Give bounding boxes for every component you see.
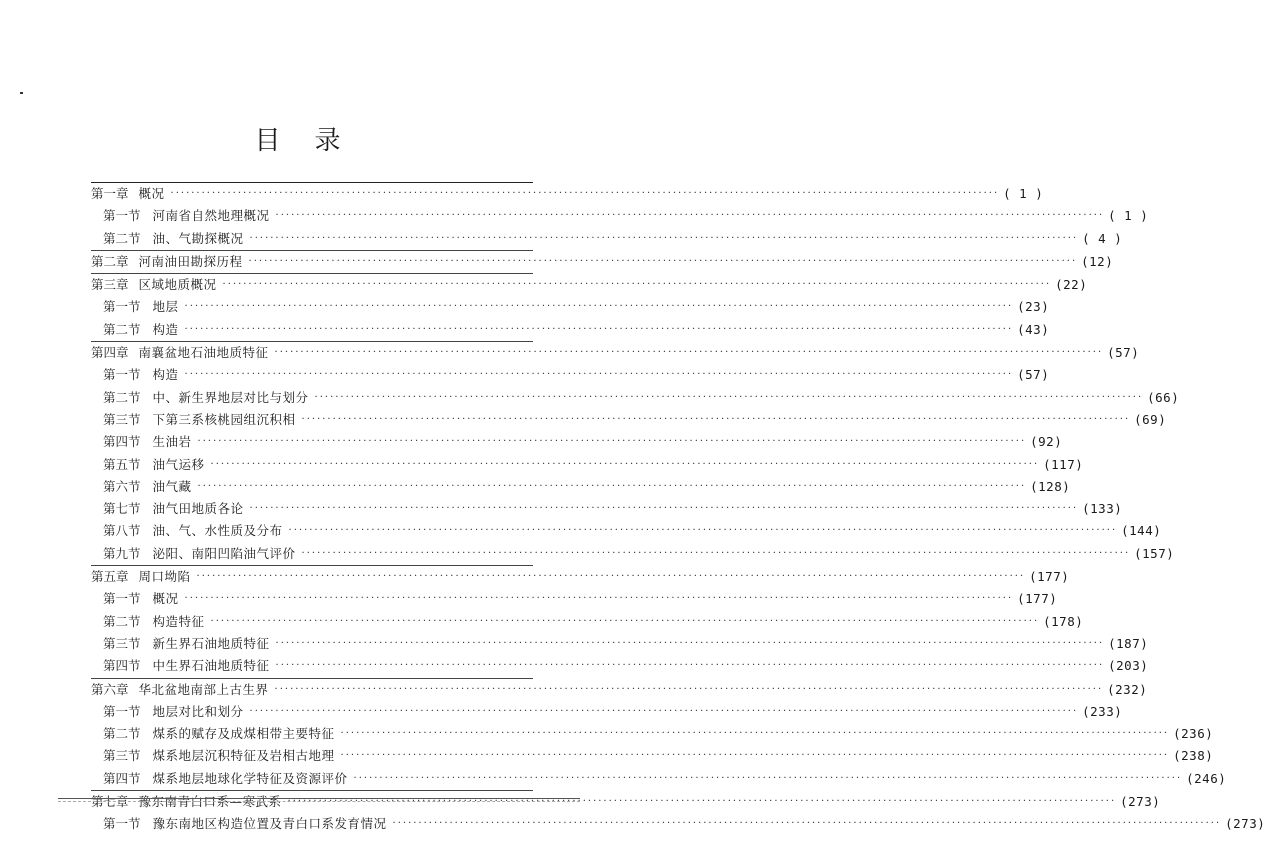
- entry-page-number: (57): [1017, 367, 1050, 383]
- dot-leader: ································································································································································: [184, 301, 1014, 313]
- table-of-contents: [91, 182, 1265, 836]
- entry-number: 第八节: [103, 523, 141, 539]
- entry-page-number: (246): [1186, 770, 1227, 786]
- footer-rule: [58, 798, 580, 799]
- entry-page-number: (238): [1173, 748, 1214, 764]
- entry-number: 第二节: [103, 389, 141, 405]
- toc-section-entry[interactable]: [91, 768, 1227, 790]
- entry-title: 油气运移: [152, 456, 205, 472]
- entry-number: 第一章: [91, 186, 129, 201]
- entry-number: 第四节: [103, 434, 141, 450]
- toc-section-entry[interactable]: [91, 476, 1071, 498]
- dot-leader: ································································································································································: [275, 210, 1105, 222]
- dot-leader: ································································································································································: [196, 571, 1026, 583]
- toc-chapter-entry[interactable]: [91, 250, 1114, 273]
- dot-leader: ································································································································································: [170, 188, 1000, 199]
- entry-number: 第三节: [103, 635, 141, 651]
- dot-leader: ································································································································································: [340, 750, 1170, 762]
- toc-section-entry[interactable]: [91, 296, 1050, 318]
- entry-page-number: (117): [1043, 456, 1084, 472]
- entry-page-number: (273): [1120, 794, 1161, 810]
- entry-page-number: (273): [1225, 816, 1265, 832]
- entry-page-number: (43): [1017, 321, 1050, 337]
- entry-page-number: (177): [1029, 569, 1070, 585]
- toc-chapter-entry[interactable]: [91, 273, 1088, 296]
- entry-page-number: (178): [1043, 613, 1084, 629]
- entry-page-number: (57): [1107, 345, 1140, 361]
- entry-title: 区域地质概况: [138, 277, 217, 293]
- toc-chapter-entry[interactable]: [91, 183, 1044, 205]
- entry-page-number: (236): [1173, 726, 1214, 742]
- footer-rule-faint: [58, 801, 580, 802]
- dot-leader: ································································································································································: [274, 347, 1104, 359]
- toc-section-entry[interactable]: [91, 364, 1050, 386]
- entry-title: 概况: [138, 186, 165, 201]
- entry-page-number: ( 1 ): [1003, 186, 1044, 201]
- entry-page-number: (69): [1134, 411, 1167, 427]
- entry-title: 中、新生界地层对比与划分: [152, 389, 309, 405]
- entry-page-number: (92): [1030, 434, 1063, 450]
- dot-leader: ································································································································································: [301, 547, 1131, 559]
- entry-number: 第四章: [91, 345, 129, 361]
- entry-title: 下第三系核桃园组沉积相: [152, 411, 296, 427]
- entry-page-number: (144): [1121, 523, 1162, 539]
- dot-leader: ································································································································································: [249, 232, 1079, 244]
- toc-chapter-entry[interactable]: [91, 565, 1070, 588]
- dot-leader: ································································································································································: [287, 796, 1117, 808]
- entry-title: 油气田地质各论: [152, 501, 244, 517]
- page-title: 目录: [254, 126, 375, 156]
- entry-number: 第一节: [103, 367, 141, 383]
- entry-number: 第六章: [91, 681, 129, 697]
- dot-leader: ································································································································································: [340, 728, 1170, 740]
- entry-number: 第六节: [103, 478, 141, 494]
- dot-leader: ································································································································································: [275, 637, 1105, 649]
- entry-title: 煤系地层地球化学特征及资源评价: [152, 770, 348, 786]
- entry-page-number: ( 1 ): [1108, 208, 1149, 224]
- entry-number: 第二节: [103, 726, 141, 742]
- dot-leader: ································································································································································: [275, 660, 1105, 672]
- scan-speck: [20, 92, 23, 94]
- toc-section-entry[interactable]: [91, 611, 1084, 633]
- dot-leader: ································································································································································: [197, 436, 1027, 448]
- entry-page-number: (203): [1108, 658, 1149, 674]
- toc-section-entry[interactable]: [91, 319, 1050, 341]
- entry-number: 第五节: [103, 456, 141, 472]
- entry-title: 河南省自然地理概况: [152, 208, 270, 224]
- toc-section-entry[interactable]: [91, 633, 1149, 655]
- entry-title: 华北盆地南部上古生界: [138, 681, 269, 697]
- entry-title: 油、气、水性质及分布: [152, 523, 283, 539]
- entry-title: 油气藏: [152, 478, 192, 494]
- dot-leader: ································································································································································: [248, 255, 1078, 267]
- entry-title: 豫东南地区构造位置及青白口系发育情况: [152, 816, 387, 832]
- toc-section-entry[interactable]: [91, 543, 1175, 565]
- toc-section-entry[interactable]: [91, 431, 1063, 453]
- dot-leader: ································································································································································: [184, 369, 1014, 381]
- entry-number: 第五章: [91, 569, 129, 585]
- dot-leader: ································································································································································: [184, 323, 1014, 335]
- dot-leader: ································································································································································: [314, 391, 1144, 403]
- entry-title: 地层: [152, 299, 179, 315]
- entry-title: 地层对比和划分: [152, 703, 244, 719]
- toc-section-entry[interactable]: [91, 701, 1123, 723]
- toc-section-entry[interactable]: [91, 813, 1265, 835]
- entry-page-number: (133): [1082, 501, 1123, 517]
- entry-number: 第一节: [103, 208, 141, 224]
- toc-section-entry[interactable]: [91, 205, 1149, 227]
- dot-leader: ································································································································································: [210, 458, 1040, 470]
- entry-number: 第三节: [103, 411, 141, 427]
- entry-number: 第九节: [103, 545, 141, 561]
- entry-title: 构造: [152, 367, 179, 383]
- entry-number: 第四节: [103, 770, 141, 786]
- dot-leader: ································································································································································: [249, 705, 1079, 717]
- entry-title: 周口坳陷: [138, 569, 191, 585]
- dot-leader: ································································································································································: [184, 593, 1014, 605]
- dot-leader: ································································································································································: [353, 772, 1183, 784]
- entry-number: 第二章: [91, 253, 129, 269]
- entry-page-number: (157): [1134, 545, 1175, 561]
- dot-leader: ································································································································································: [301, 413, 1131, 425]
- entry-number: 第二节: [103, 613, 141, 629]
- toc-section-entry[interactable]: [91, 520, 1162, 542]
- entry-number: 第三节: [103, 748, 141, 764]
- entry-page-number: (66): [1147, 389, 1180, 405]
- dot-leader: ································································································································································: [274, 683, 1104, 695]
- entry-title: 南襄盆地石油地质特征: [138, 345, 269, 361]
- entry-title: 中生界石油地质特征: [152, 658, 270, 674]
- entry-page-number: (128): [1030, 478, 1071, 494]
- entry-page-number: (232): [1107, 681, 1148, 697]
- entry-number: 第四节: [103, 658, 141, 674]
- entry-number: 第一节: [103, 591, 141, 607]
- entry-number: 第七节: [103, 501, 141, 517]
- toc-section-entry[interactable]: [91, 588, 1058, 610]
- entry-number: 第一节: [103, 299, 141, 315]
- toc-section-entry[interactable]: [91, 409, 1167, 431]
- entry-page-number: ( 4 ): [1082, 230, 1123, 246]
- entry-page-number: (187): [1108, 635, 1149, 651]
- dot-leader: ································································································································································: [249, 503, 1079, 515]
- entry-title: 构造: [152, 321, 179, 337]
- entry-number: 第七章: [91, 794, 129, 810]
- entry-title: 豫东南青白口系—寒武系: [138, 794, 282, 810]
- entry-title: 煤系的赋存及成煤相带主要特征: [152, 726, 335, 742]
- entry-title: 新生界石油地质特征: [152, 635, 270, 651]
- entry-title: 泌阳、南阳凹陷油气评价: [152, 545, 296, 561]
- entry-number: 第二节: [103, 230, 141, 246]
- entry-title: 概况: [152, 591, 179, 607]
- entry-title: 构造特征: [152, 613, 205, 629]
- dot-leader: ································································································································································: [288, 525, 1118, 537]
- entry-number: 第二节: [103, 321, 141, 337]
- dot-leader: ································································································································································: [197, 480, 1027, 492]
- toc-chapter-entry[interactable]: [91, 341, 1140, 364]
- entry-page-number: (177): [1017, 591, 1058, 607]
- entry-number: 第一节: [103, 816, 141, 832]
- dot-leader: ································································································································································: [222, 279, 1052, 291]
- entry-title: 油、气勘探概况: [152, 230, 244, 246]
- entry-number: 第一节: [103, 703, 141, 719]
- entry-number: 第三章: [91, 277, 129, 293]
- toc-section-entry[interactable]: [91, 655, 1149, 677]
- toc-section-entry[interactable]: [91, 745, 1214, 767]
- toc-chapter-entry[interactable]: [91, 678, 1148, 701]
- entry-page-number: (23): [1017, 299, 1050, 315]
- entry-page-number: (12): [1081, 253, 1114, 269]
- entry-page-number: (22): [1055, 277, 1088, 293]
- dot-leader: ································································································································································: [210, 615, 1040, 627]
- entry-title: 生油岩: [152, 434, 192, 450]
- entry-page-number: (233): [1082, 703, 1123, 719]
- dot-leader: ································································································································································: [392, 818, 1222, 830]
- entry-title: 煤系地层沉积特征及岩相古地理: [152, 748, 335, 764]
- toc-section-entry[interactable]: [91, 454, 1084, 476]
- toc-section-entry[interactable]: [91, 723, 1214, 745]
- toc-section-entry[interactable]: [91, 228, 1123, 250]
- toc-section-entry[interactable]: [91, 387, 1180, 409]
- toc-section-entry[interactable]: [91, 498, 1123, 520]
- entry-title: 河南油田勘探历程: [138, 253, 243, 269]
